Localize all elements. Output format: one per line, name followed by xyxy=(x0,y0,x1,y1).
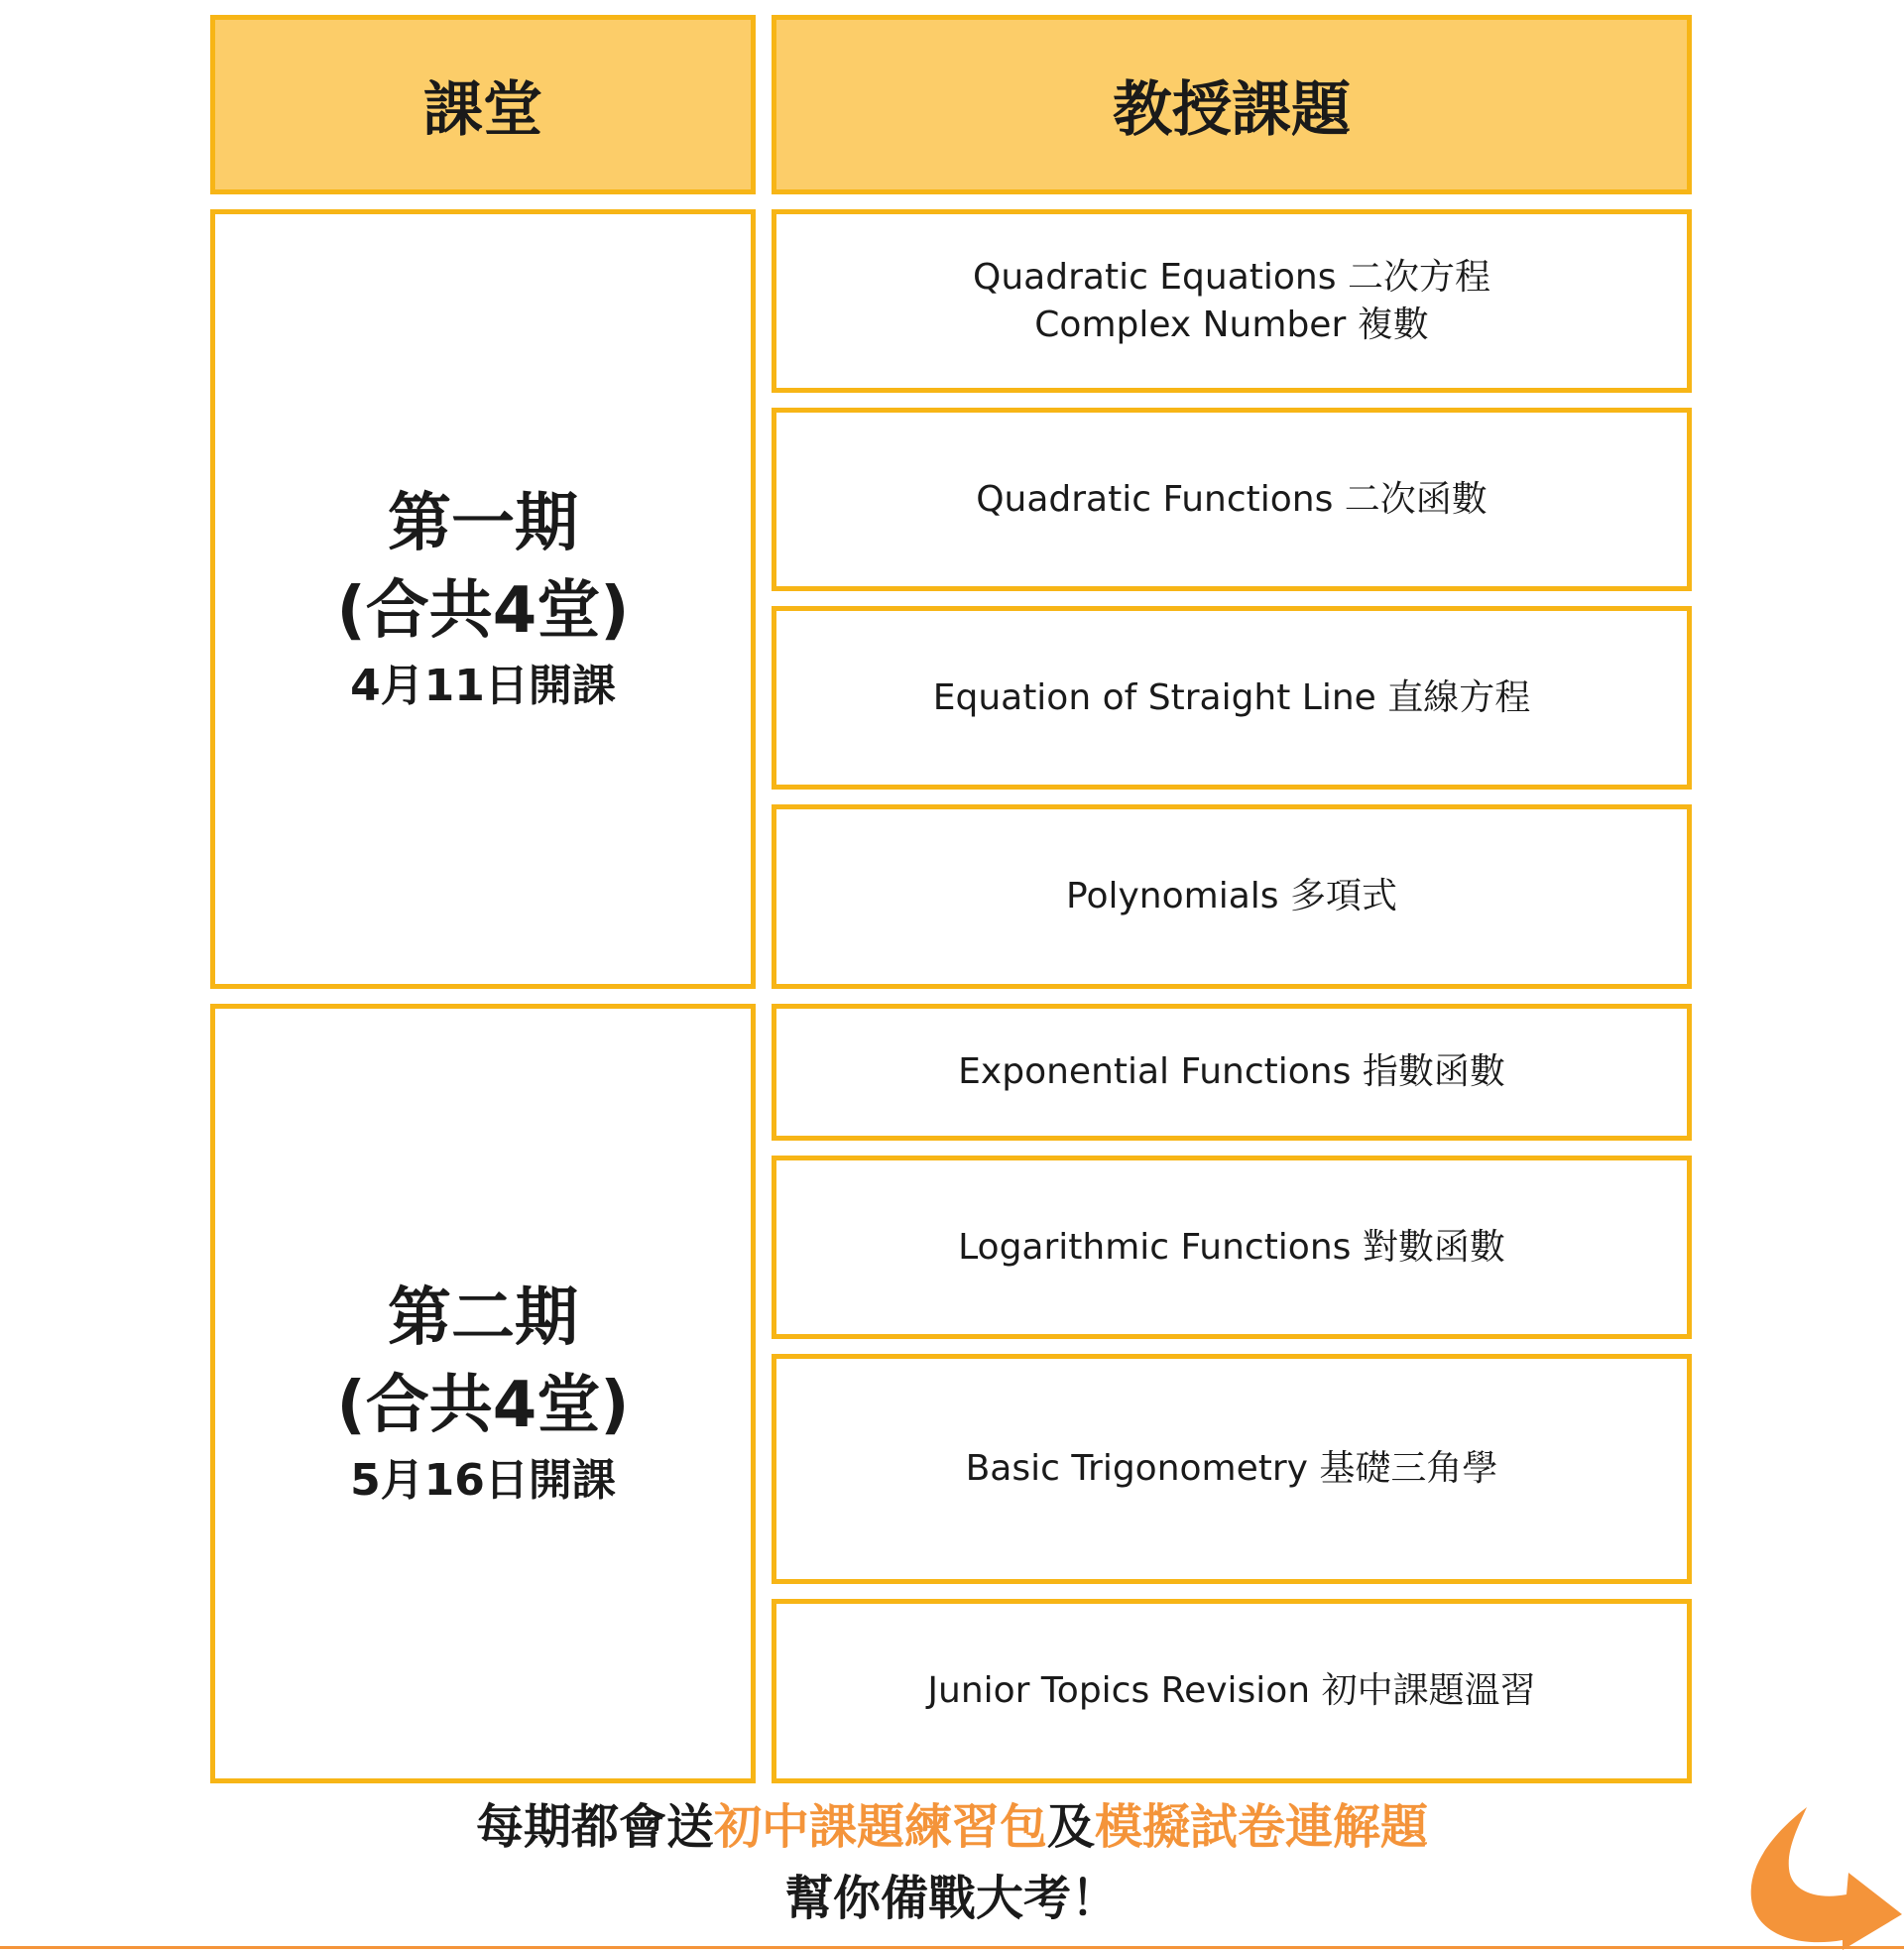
topic-line: Quadratic Equations 二次方程 xyxy=(973,256,1490,298)
footer-text: 及 xyxy=(1047,1799,1096,1855)
topic-cell xyxy=(772,1004,1692,1141)
topic-cell xyxy=(772,1599,1692,1783)
session-start-date: 4月11日開課 xyxy=(350,661,616,711)
session-name: 第二期 xyxy=(388,1281,578,1355)
footer-text: 每期都會送 xyxy=(475,1799,714,1855)
topic-cell xyxy=(772,408,1692,591)
bottom-divider xyxy=(0,1946,1904,1949)
topic-cell xyxy=(772,606,1692,790)
topic-line: Junior Topics Revision 初中課題溫習 xyxy=(927,1670,1536,1711)
session-lesson-count: (合共4堂) xyxy=(336,1369,630,1442)
session-name: 第一期 xyxy=(388,487,578,560)
topic-cell xyxy=(772,804,1692,989)
session-cell-1 xyxy=(210,209,756,989)
topic-line: Exponential Functions 指數函數 xyxy=(958,1051,1505,1092)
header-session-column xyxy=(210,15,756,194)
topic-line: Basic Trigonometry 基礎三角學 xyxy=(965,1448,1498,1489)
footer-line-1 xyxy=(0,1795,1904,1859)
topic-line: Equation of Straight Line 直線方程 xyxy=(932,676,1531,718)
header-session-label: 課堂 xyxy=(423,74,542,145)
topic-cell xyxy=(772,209,1692,393)
footer-highlight-practice-pack: 初中課題練習包 xyxy=(713,1799,1047,1855)
topic-cell xyxy=(772,1354,1692,1584)
curved-arrow-right-icon[interactable] xyxy=(1745,1803,1904,1951)
header-topic-label: 教授課題 xyxy=(1113,74,1351,145)
topic-cell xyxy=(772,1156,1692,1339)
topic-line: Complex Number 複數 xyxy=(1034,304,1429,345)
footer-text: 幫你備戰大考！ xyxy=(784,1871,1119,1926)
session-lesson-count: (合共4堂) xyxy=(336,574,630,648)
session-cell-2 xyxy=(210,1004,756,1783)
session-start-date: 5月16日開課 xyxy=(350,1455,616,1506)
topic-line: Polynomials 多項式 xyxy=(1066,876,1397,916)
topic-line: Logarithmic Functions 對數函數 xyxy=(958,1226,1505,1268)
footer-line-2 xyxy=(0,1867,1904,1930)
header-topic-column xyxy=(772,15,1692,194)
topic-line: Quadratic Functions 二次函數 xyxy=(976,478,1488,520)
footer-highlight-mock-paper: 模擬試卷連解題 xyxy=(1095,1799,1429,1855)
